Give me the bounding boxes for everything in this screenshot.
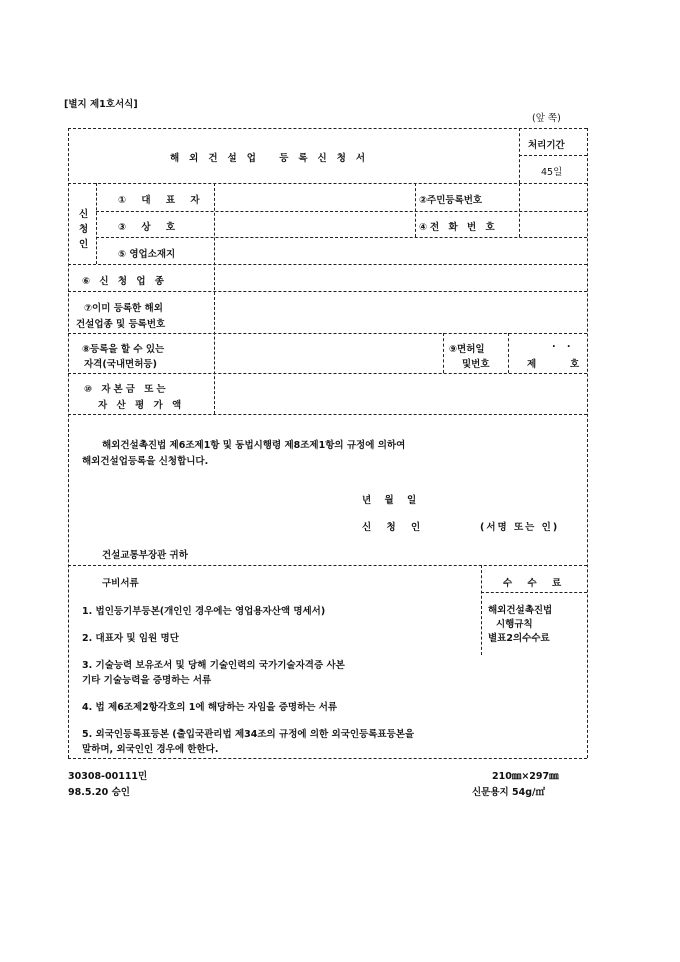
- applicant-signature-label: 신 청 인: [362, 522, 427, 533]
- document-item-continued: 기타 기술능력을 증명하는 서류: [82, 675, 212, 686]
- capital-label-2: 자 산 평 가 액: [98, 400, 185, 411]
- document-item-continued: 말하며, 외국인인 경우에 한한다.: [82, 744, 219, 755]
- document-item: 5. 외국인등록표등본 (출입국관리법 제34조의 규정에 의한 외국인등록표등본을: [82, 729, 415, 740]
- business-type-field[interactable]: [228, 267, 584, 289]
- processing-period-value: 45일: [541, 167, 563, 178]
- page-side-label: (앞 쪽): [532, 113, 561, 124]
- registration-number-label: ②주민등록번호: [419, 195, 483, 206]
- qualification-label-1: ⑧등록을 할 수 있는: [82, 344, 165, 355]
- processing-period-label: 처리기간: [528, 140, 565, 151]
- fee-text-2: 시행규칙: [496, 619, 533, 630]
- application-date[interactable]: 년 월 일: [362, 495, 422, 506]
- qualification-label-2: 자격(국내면허등): [84, 359, 157, 370]
- fee-header: 수 수 료: [503, 578, 568, 589]
- applicant-label-1: 신: [79, 209, 89, 220]
- approval-date: 98.5.20 승인: [68, 787, 130, 798]
- paper-type: 신문용지 54g/㎡: [472, 787, 546, 798]
- representative-label: ① 대 표 자: [118, 195, 206, 206]
- addressee: 건설교통부장관 귀하: [102, 550, 188, 561]
- form-number: [별지 제1호서식]: [64, 99, 138, 110]
- prior-registration-label-1: ⑦이미 등록한 해외: [84, 303, 163, 314]
- document-item: 4. 법 제6조제2항각호의 1에 해당하는 자임을 증명하는 서류: [82, 702, 338, 713]
- license-number-prefix: 제: [527, 359, 537, 370]
- qualification-field[interactable]: [228, 336, 438, 371]
- registration-number-field[interactable]: [524, 186, 584, 209]
- paper-size: 210㎜×297㎜: [492, 771, 559, 782]
- representative-field[interactable]: [228, 186, 410, 209]
- form-code: 30308-00111민: [68, 771, 148, 782]
- business-type-label: ⑥ 신 청 업 종: [82, 276, 167, 287]
- phone-label: ④전 화 번 호: [419, 222, 498, 233]
- document-item: 1. 법인등기부등본(개인인 경우에는 영업용자산액 명세서): [82, 606, 326, 617]
- phone-field[interactable]: [524, 213, 584, 235]
- document-item: 2. 대표자 및 임원 명단: [82, 633, 179, 644]
- prior-registration-field[interactable]: [228, 295, 584, 331]
- documents-header: 구비서류: [102, 578, 139, 589]
- fee-text-1: 해외건설촉진법: [488, 605, 553, 616]
- license-date-field[interactable]: . .: [552, 339, 575, 350]
- document-item: 3. 기술능력 보유조서 및 당해 기술인력의 국가기술자격증 사본: [82, 660, 345, 671]
- signature-field[interactable]: (서명 또는 인): [480, 522, 560, 533]
- trade-name-label: ③ 상 호: [118, 222, 182, 233]
- license-number-suffix: 호: [570, 359, 580, 370]
- trade-name-field[interactable]: [228, 213, 410, 235]
- capital-label-1: ⑩ 자본금 또는: [84, 384, 169, 395]
- declaration-line-1: 해외건설촉진법 제6조제1항 및 동법시행령 제8조제1항의 규정에 의하여: [102, 440, 406, 451]
- license-label-2: 및번호: [462, 359, 490, 370]
- capital-field[interactable]: [228, 376, 584, 412]
- office-address-field[interactable]: [228, 240, 584, 262]
- prior-registration-label-2: 건설업종 및 등록번호: [76, 319, 166, 330]
- office-address-label: ⑤ 영업소재지: [118, 249, 176, 260]
- form-title: 해외건설업 등록신청서: [170, 153, 376, 164]
- applicant-label-3: 인: [79, 239, 89, 250]
- fee-text-3: 별표2의수수료: [488, 633, 550, 644]
- declaration-line-2: 해외건설업등록을 신청합니다.: [82, 456, 209, 467]
- license-label-1: ⑨면허일: [449, 344, 485, 355]
- applicant-label-2: 청: [79, 224, 89, 235]
